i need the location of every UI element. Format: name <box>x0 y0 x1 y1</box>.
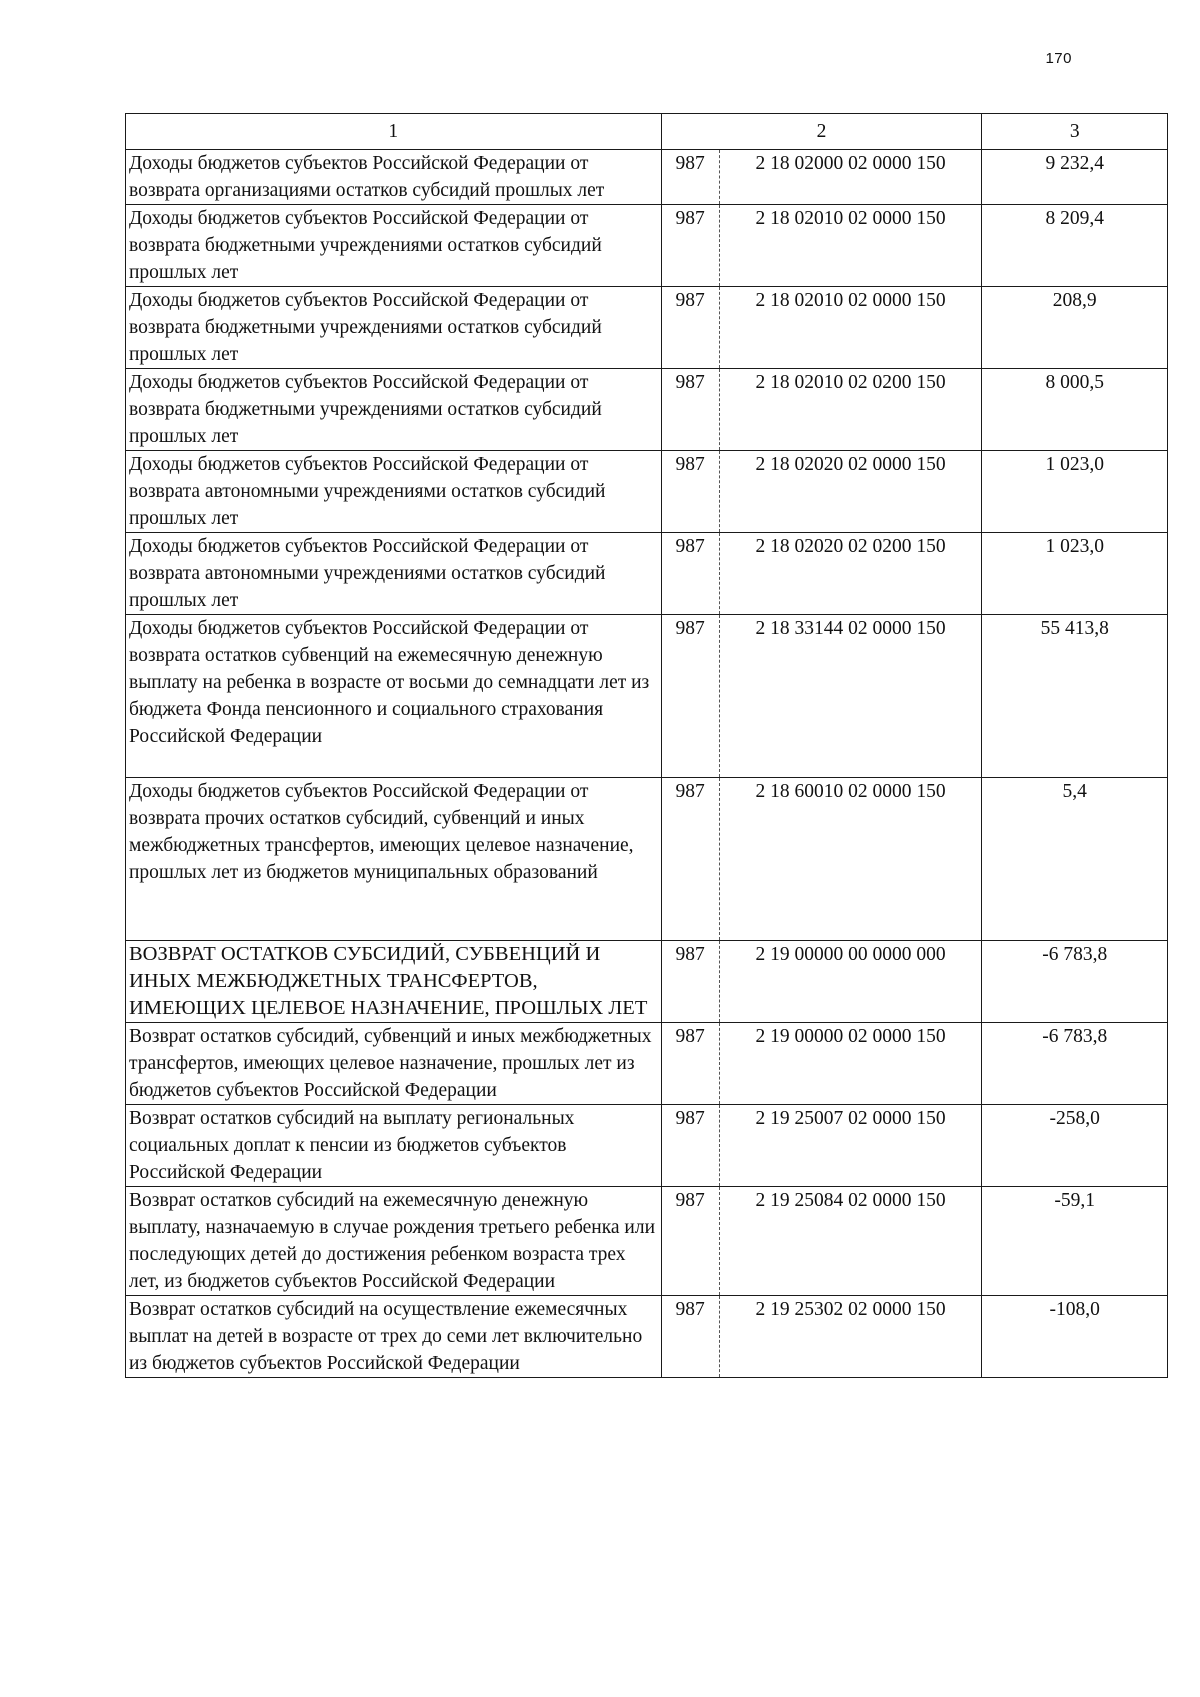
header-col-1: 1 <box>126 114 662 150</box>
row-budget-code: 2 18 02020 02 0200 150 <box>719 533 982 615</box>
row-admin-code: 987 <box>661 615 719 778</box>
row-name: Доходы бюджетов субъектов Российской Федерации от возврата организациями остатков субсидий прошлых лет <box>126 150 662 205</box>
row-amount: 1 023,0 <box>982 533 1168 615</box>
row-amount: 208,9 <box>982 287 1168 369</box>
row-budget-code: 2 18 02010 02 0000 150 <box>719 205 982 287</box>
row-name: Доходы бюджетов субъектов Российской Федерации от возврата остатков субвенций на ежемесячную денежную выплату на ребенка в возрасте от восьми до семнадцати лет из бюджета Фонда пенсионного и социального страхования Российской Федерации <box>126 615 662 778</box>
table-row <box>126 205 1168 287</box>
row-name: Доходы бюджетов субъектов Российской Федерации от возврата автономными учреждениями остатков субсидий прошлых лет <box>126 533 662 615</box>
table-row <box>126 150 1168 205</box>
row-admin-code: 987 <box>661 369 719 451</box>
row-budget-code: 2 19 00000 00 0000 000 <box>719 941 982 1023</box>
table-row <box>126 451 1168 533</box>
row-amount: -6 783,8 <box>982 1023 1168 1105</box>
row-name: Возврат остатков субсидий, субвенций и иных межбюджетных трансфертов, имеющих целевое назначение, прошлых лет из бюджетов субъектов Российской Федерации <box>126 1023 662 1105</box>
row-name: Доходы бюджетов субъектов Российской Федерации от возврата бюджетными учреждениями остатков субсидий прошлых лет <box>126 287 662 369</box>
row-admin-code: 987 <box>661 205 719 287</box>
row-admin-code: 987 <box>661 941 719 1023</box>
row-amount: -108,0 <box>982 1296 1168 1378</box>
row-admin-code: 987 <box>661 451 719 533</box>
row-admin-code: 987 <box>661 1296 719 1378</box>
row-amount: 8 000,5 <box>982 369 1168 451</box>
row-budget-code: 2 19 00000 02 0000 150 <box>719 1023 982 1105</box>
table-row <box>126 1105 1168 1187</box>
row-name: Доходы бюджетов субъектов Российской Федерации от возврата прочих остатков субсидий, субвенций и иных межбюджетных трансфертов, имеющих целевое назначение, прошлых лет из бюджетов муниципальных образований <box>126 778 662 941</box>
table-row <box>126 287 1168 369</box>
row-budget-code: 2 19 25084 02 0000 150 <box>719 1187 982 1296</box>
table-row <box>126 1023 1168 1105</box>
row-admin-code: 987 <box>661 778 719 941</box>
row-budget-code: 2 18 33144 02 0000 150 <box>719 615 982 778</box>
section-name: ВОЗВРАТ ОСТАТКОВ СУБСИДИЙ, СУБВЕНЦИЙ И ИНЫХ МЕЖБЮДЖЕТНЫХ ТРАНСФЕРТОВ, ИМЕЮЩИХ ЦЕЛЕВОЕ НАЗНАЧЕНИЕ, ПРОШЛЫХ ЛЕТ <box>126 941 662 1023</box>
row-name: Доходы бюджетов субъектов Российской Федерации от возврата бюджетными учреждениями остатков субсидий прошлых лет <box>126 369 662 451</box>
row-name: Возврат остатков субсидий на осуществление ежемесячных выплат на детей в возрасте от трех до семи лет включительно из бюджетов субъектов Российской Федерации <box>126 1296 662 1378</box>
row-admin-code: 987 <box>661 150 719 205</box>
row-budget-code: 2 18 02010 02 0200 150 <box>719 369 982 451</box>
row-admin-code: 987 <box>661 533 719 615</box>
row-budget-code: 2 18 02000 02 0000 150 <box>719 150 982 205</box>
row-name: Доходы бюджетов субъектов Российской Федерации от возврата автономными учреждениями остатков субсидий прошлых лет <box>126 451 662 533</box>
row-amount: 8 209,4 <box>982 205 1168 287</box>
row-amount: 1 023,0 <box>982 451 1168 533</box>
table-row <box>126 369 1168 451</box>
row-amount: 9 232,4 <box>982 150 1168 205</box>
row-admin-code: 987 <box>661 1187 719 1296</box>
row-budget-code: 2 18 02020 02 0000 150 <box>719 451 982 533</box>
header-col-3: 3 <box>982 114 1168 150</box>
table-row <box>126 1296 1168 1378</box>
table-row <box>126 778 1168 941</box>
row-name: Возврат остатков субсидий на выплату региональных социальных доплат к пенсии из бюджетов субъектов Российской Федерации <box>126 1105 662 1187</box>
header-col-2: 2 <box>661 114 982 150</box>
section-row <box>126 941 1168 1023</box>
row-budget-code: 2 18 02010 02 0000 150 <box>719 287 982 369</box>
row-amount: -59,1 <box>982 1187 1168 1296</box>
table-row <box>126 615 1168 778</box>
page-number: 170 <box>1045 50 1072 67</box>
table-row <box>126 533 1168 615</box>
row-budget-code: 2 19 25007 02 0000 150 <box>719 1105 982 1187</box>
row-budget-code: 2 19 25302 02 0000 150 <box>719 1296 982 1378</box>
row-name: Доходы бюджетов субъектов Российской Федерации от возврата бюджетными учреждениями остатков субсидий прошлых лет <box>126 205 662 287</box>
row-admin-code: 987 <box>661 287 719 369</box>
row-amount: 5,4 <box>982 778 1168 941</box>
row-admin-code: 987 <box>661 1023 719 1105</box>
header-row <box>126 114 1168 150</box>
row-budget-code: 2 18 60010 02 0000 150 <box>719 778 982 941</box>
row-amount: 55 413,8 <box>982 615 1168 778</box>
row-amount: -258,0 <box>982 1105 1168 1187</box>
row-name: Возврат остатков субсидий на ежемесячную денежную выплату, назначаемую в случае рождения третьего ребенка или последующих детей до достижения ребенком возраста трех лет, из бюджетов субъектов Российской Федерации <box>126 1187 662 1296</box>
row-admin-code: 987 <box>661 1105 719 1187</box>
budget-table <box>125 113 1168 1378</box>
row-amount: -6 783,8 <box>982 941 1168 1023</box>
table-row <box>126 1187 1168 1296</box>
